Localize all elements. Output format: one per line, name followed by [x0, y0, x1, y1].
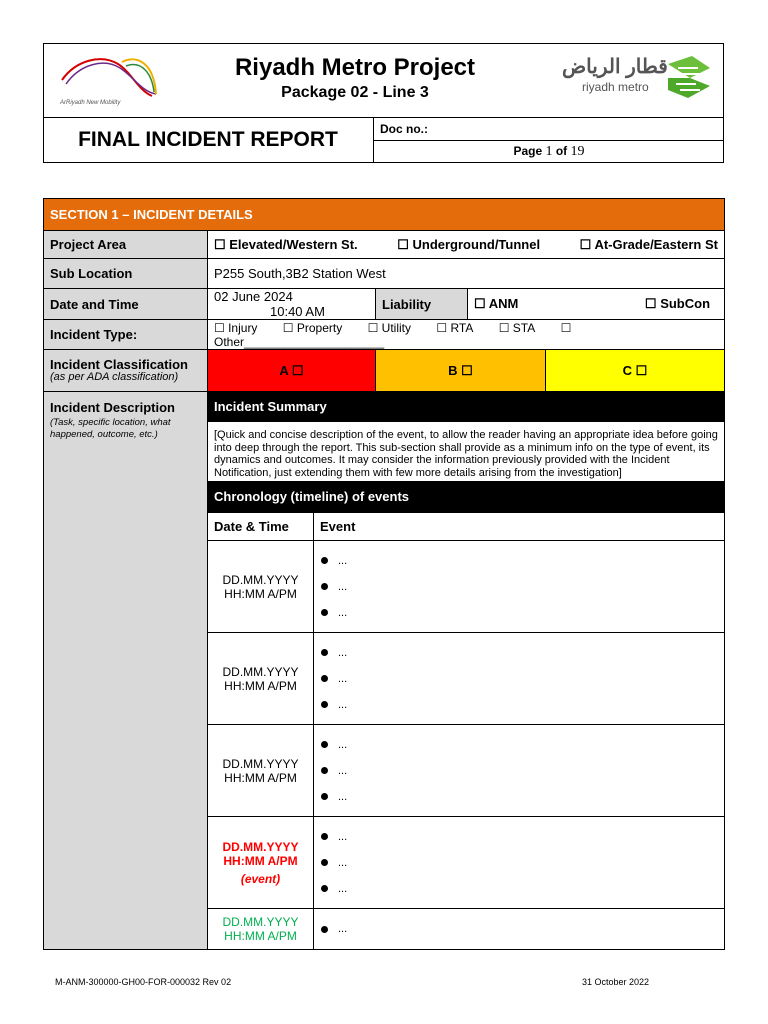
bullet-dot-icon: [321, 793, 328, 800]
row-time: HH:MM A/PM: [223, 853, 298, 868]
event-text: ...: [338, 738, 348, 751]
anm-logo: [56, 50, 166, 112]
event-bullet: [314, 640, 347, 666]
bullet-dot-icon: [321, 649, 328, 656]
description-content: [208, 392, 725, 950]
sub-location-label: Sub Location: [44, 259, 208, 289]
option-elevated[interactable]: ☐ Elevated/Western St.: [214, 236, 358, 252]
row-datetime[interactable]: [208, 725, 314, 816]
row-events[interactable]: [314, 817, 347, 908]
project-subtitle: Package 02 - Line 3: [281, 84, 429, 101]
event-text: ...: [338, 672, 348, 685]
chronology-header-row: [208, 512, 724, 541]
event-bullet: [314, 692, 347, 718]
event-bullet: [314, 600, 347, 626]
row-date: DD.MM.YYYY: [222, 839, 299, 854]
row-extra: (event): [240, 871, 281, 886]
event-text: ...: [338, 646, 348, 659]
report-title: FINAL INCIDENT REPORT: [78, 128, 338, 151]
bullet-dot-icon: [321, 701, 328, 708]
type-rta[interactable]: ☐ RTA: [436, 320, 474, 335]
class-c[interactable]: C ☐: [546, 350, 725, 392]
date-time-label: Date and Time: [44, 289, 208, 320]
col-date-header: Date & Time: [208, 513, 314, 540]
metro-logo-latin: riyadh metro: [582, 80, 649, 94]
event-text: ...: [338, 790, 348, 803]
row-time: HH:MM A/PM: [224, 770, 297, 785]
row-events[interactable]: [314, 633, 347, 724]
bullet-dot-icon: [321, 767, 328, 774]
chronology-row: [208, 633, 724, 725]
row-events[interactable]: [314, 909, 347, 949]
description-note: (Task, specific location, what happened, outcome, etc.): [50, 417, 171, 440]
anm-logo-swoosh-icon: [56, 50, 166, 102]
incident-type-label: Incident Type:: [44, 320, 208, 350]
event-text: ...: [338, 580, 348, 593]
classification-note: (as per ADA classification): [50, 370, 179, 383]
metro-logo-arabic: قطار الرياض: [562, 56, 668, 78]
project-area-options: [208, 231, 725, 259]
bullet-dot-icon: [321, 885, 328, 892]
row-events[interactable]: [314, 541, 347, 632]
description-label-cell: [44, 392, 208, 950]
event-text: ...: [338, 554, 348, 567]
incident-date: 02 June 2024: [214, 289, 293, 304]
bullet-dot-icon: [321, 833, 328, 840]
event-text: ...: [338, 606, 348, 619]
row-datetime[interactable]: [208, 633, 314, 724]
event-text: ...: [338, 923, 348, 935]
event-bullet: [314, 574, 347, 600]
event-bullet: [314, 548, 347, 574]
bullet-dot-icon: [321, 557, 328, 564]
incident-details-table: [43, 198, 725, 950]
event-text: ...: [338, 764, 348, 777]
type-injury[interactable]: ☐ Injury: [214, 320, 258, 335]
event-text: ...: [338, 830, 348, 843]
event-bullet: [314, 916, 347, 942]
project-area-label: Project Area: [44, 231, 208, 259]
bullet-dot-icon: [321, 926, 328, 933]
row-date: DD.MM.YYYY: [222, 756, 299, 771]
sub-location-value[interactable]: P255 South,3B2 Station West: [208, 259, 725, 289]
chronology-row: [208, 909, 724, 949]
type-other[interactable]: ☐ Other_____________________: [214, 320, 572, 349]
footer-doc-code: M-ANM-300000-GH00-FOR-000032 Rev 02: [55, 977, 232, 987]
doc-no-label: Doc no.:: [380, 122, 428, 136]
liability-label: Liability: [376, 289, 468, 320]
summary-heading: Incident Summary: [208, 392, 724, 422]
bullet-dot-icon: [321, 859, 328, 866]
type-sta[interactable]: ☐ STA: [498, 320, 536, 335]
summary-text[interactable]: [Quick and concise description of the event, to allow the reader having an appropriate idea before going into deep through the report. This sub-section shall provide as a minimum info on the type of event, its dynamics and outcomes. It may consider the information previously provided with the Incident Notification, just extending them with few more details arising from the investigation]: [208, 422, 724, 482]
class-a[interactable]: A ☐: [208, 350, 376, 392]
logo-caption: ArRiyadh New Mobility: [60, 100, 121, 106]
event-text: ...: [338, 698, 348, 711]
row-date: DD.MM.YYYY: [222, 572, 299, 587]
chronology-rows: [208, 541, 724, 949]
row-time: HH:MM A/PM: [224, 586, 297, 601]
project-title: Riyadh Metro Project: [234, 54, 476, 81]
liability-anm[interactable]: ☐ ANM: [474, 296, 519, 311]
event-bullet: [314, 784, 347, 810]
chronology-row: [208, 725, 724, 817]
classification-label-cell: [44, 350, 208, 392]
row-time: HH:MM A/PM: [224, 678, 297, 693]
event-text: ...: [338, 882, 348, 895]
section-title: SECTION 1 – INCIDENT DETAILS: [44, 199, 725, 231]
incident-time: 10:40 AM: [270, 304, 325, 319]
type-property[interactable]: ☐ Property: [282, 320, 343, 335]
event-bullet: [314, 824, 347, 850]
row-datetime[interactable]: [208, 909, 314, 949]
row-time: HH:MM A/PM: [224, 929, 297, 943]
col-event-header: Event: [320, 519, 356, 534]
date-time-value[interactable]: [208, 289, 376, 320]
incident-type-options: [208, 320, 725, 350]
row-events[interactable]: [314, 725, 347, 816]
row-datetime[interactable]: [208, 817, 314, 908]
classification-label: Incident Classification: [50, 356, 188, 372]
footer-date: 31 October 2022: [582, 977, 650, 987]
option-at-grade[interactable]: ☐ At-Grade/Eastern St: [579, 236, 718, 252]
chronology-row: [208, 817, 724, 909]
option-underground[interactable]: ☐ Underground/Tunnel: [397, 236, 541, 252]
page-number: Page 1 of 19: [513, 144, 585, 159]
liability-subcon[interactable]: ☐ SubCon: [644, 296, 711, 311]
bullet-dot-icon: [321, 741, 328, 748]
row-date: DD.MM.YYYY: [222, 915, 299, 929]
metro-arrows-icon: [664, 54, 714, 104]
riyadh-metro-logo: [560, 52, 715, 108]
type-utility[interactable]: ☐ Utility: [367, 320, 412, 335]
row-datetime[interactable]: [208, 541, 314, 632]
liability-options: [468, 289, 725, 320]
event-bullet: [314, 666, 347, 692]
description-label: Incident Description: [50, 400, 175, 415]
chronology-heading: Chronology (timeline) of events: [208, 482, 724, 512]
bullet-dot-icon: [321, 583, 328, 590]
event-bullet: [314, 758, 347, 784]
class-b[interactable]: B ☐: [376, 350, 546, 392]
bullet-dot-icon: [321, 675, 328, 682]
event-text: ...: [338, 856, 348, 869]
event-bullet: [314, 850, 347, 876]
bullet-dot-icon: [321, 609, 328, 616]
chronology-row: [208, 541, 724, 633]
event-bullet: [314, 876, 347, 902]
row-date: DD.MM.YYYY: [222, 664, 299, 679]
event-bullet: [314, 732, 347, 758]
